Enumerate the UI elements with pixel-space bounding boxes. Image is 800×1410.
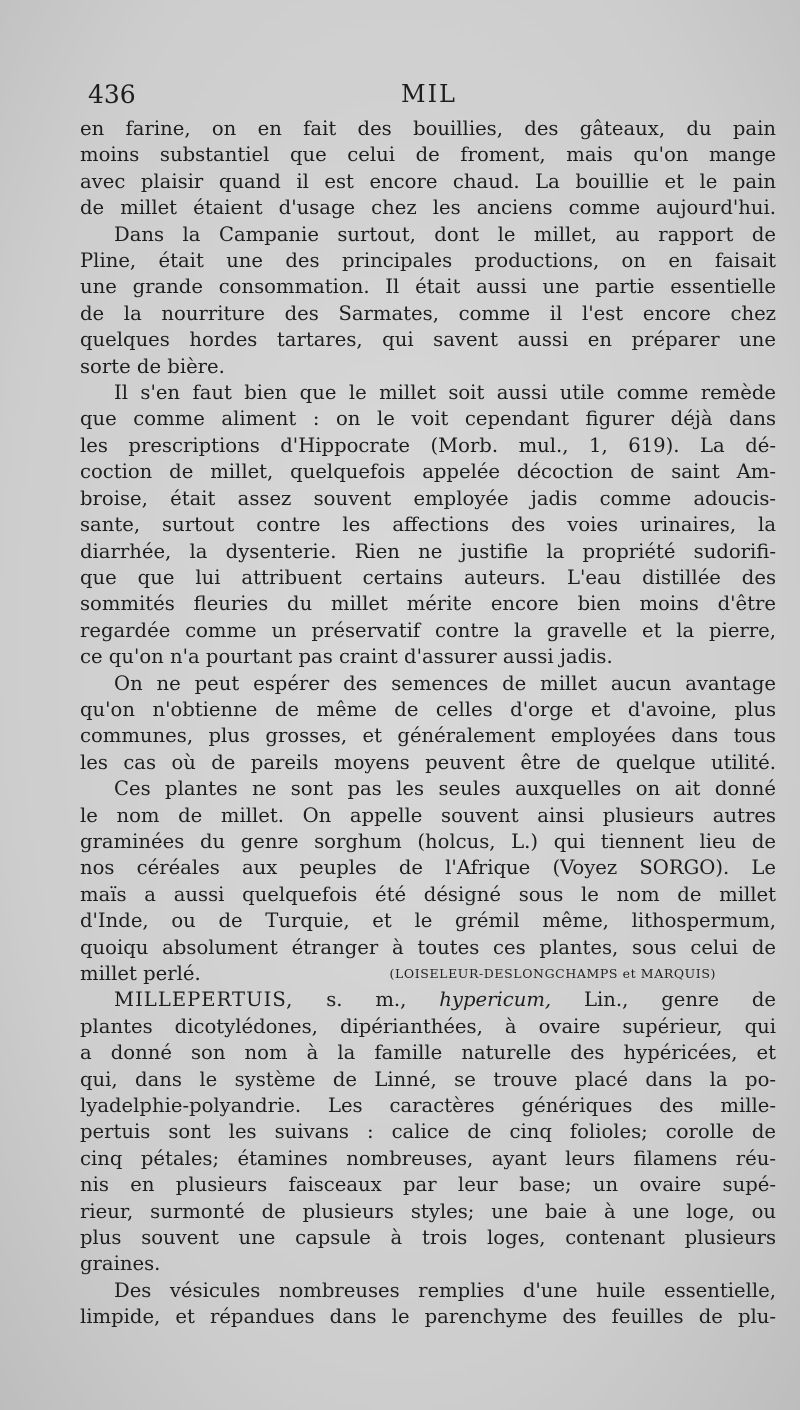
text-line: avec plaisir quand il est encore chaud. La bouillie et le pain <box>80 169 776 193</box>
signature-line <box>80 961 776 987</box>
page-number: 436 <box>88 80 136 109</box>
text-line: le nom de millet. On appelle souvent ainsi plusieurs autres <box>80 803 776 827</box>
text-line: une grande consommation. Il était aussi une partie essentielle <box>80 275 776 299</box>
text-line: nos céréales aux peuples de l'Afrique (Voyez SORGO). Le <box>80 856 776 880</box>
text-line: ce qu'on n'a pourtant pas craint d'assurer aussi jadis. <box>80 645 613 669</box>
text-line: sorte de bière. <box>80 354 225 378</box>
entry-grammar: s. m., <box>326 988 407 1012</box>
text-line: broise, était assez souvent employée jadis comme adoucis- <box>80 486 776 510</box>
text-line: graines. <box>80 1252 161 1276</box>
text-line: quoiqu absolument étranger à toutes ces plantes, sous celui de <box>80 935 776 959</box>
text-line: plantes dicotylédones, dipérianthées, à ovaire supérieur, qui <box>80 1014 776 1038</box>
entry-authority: Lin., genre de <box>584 988 776 1012</box>
text-line: quelques hordes tartares, qui savent aussi en préparer une <box>80 328 776 352</box>
text-line: que que lui attribuent certains auteurs. L'eau distillée des <box>80 565 776 589</box>
entry-headword: MILLEPERTUIS, <box>114 988 294 1012</box>
text-line: de la nourriture des Sarmates, comme il l'est encore chez <box>80 301 776 325</box>
text-line: On ne peut espérer des semences de millet aucun avantage <box>114 671 776 695</box>
text-line: millet perlé. <box>80 962 201 985</box>
text-line: graminées du genre sorghum (holcus, L.) qui tiennent lieu de <box>80 829 776 853</box>
text-line: lyadelphie-polyandrie. Les caractères génériques des mille- <box>80 1094 776 1118</box>
text-line: rieur, surmonté de plusieurs styles; une baie à une loge, ou <box>80 1199 776 1223</box>
text-line: nis en plusieurs faisceaux par leur base; un ovaire supé- <box>80 1173 776 1197</box>
text-line: Il s'en faut bien que le millet soit aussi utile comme remède <box>114 381 776 405</box>
text-line: Dans la Campanie surtout, dont le millet, au rapport de <box>114 222 776 246</box>
text-line: que comme aliment : on le voit cependant figurer déjà dans <box>80 407 776 431</box>
text-line: en farine, on en fait des bouillies, des gâteaux, du pain <box>80 117 776 140</box>
text-line: a donné son nom à la famille naturelle des hypéricées, et <box>80 1041 776 1065</box>
text-line: sante, surtout contre les affections des voies urinaires, la <box>80 513 776 537</box>
body-text <box>80 116 776 1331</box>
text-line: sommités fleuries du millet mérite encore bien moins d'être <box>80 592 776 616</box>
text-line: d'Inde, ou de Turquie, et le grémil même, lithospermum, <box>80 909 776 933</box>
text-line: diarrhée, la dysenterie. Rien ne justifie la propriété sudorifi- <box>80 539 776 563</box>
text-line: Des vésicules nombreuses remplies d'une huile essentielle, <box>114 1278 776 1302</box>
text-line: moins substantiel que celui de froment, mais qu'on mange <box>80 143 776 167</box>
text-line: communes, plus grosses, et généralement employées dans tous <box>80 724 776 748</box>
text-line: qu'on n'obtienne de même de celles d'orge et d'avoine, plus <box>80 697 776 721</box>
page-header <box>88 80 770 114</box>
entry-latin-name: hypericum, <box>439 988 552 1012</box>
text-line: les cas où de pareils moyens peuvent être de quelque utilité. <box>80 750 776 774</box>
text-line: qui, dans le système de Linné, se trouve placé dans la po- <box>80 1067 776 1091</box>
text-line: Ces plantes ne sont pas les seules auxquelles on ait donné <box>114 777 776 801</box>
text-line: de millet étaient d'usage chez les anciens comme aujourd'hui. <box>80 196 776 220</box>
text-line: cinq pétales; étamines nombreuses, ayant leurs filamens réu- <box>80 1146 776 1170</box>
text-line: limpide, et répandues dans le parenchyme des feuilles de plu- <box>80 1305 776 1329</box>
text-line: Pline, était une des principales productions, on en faisait <box>80 249 776 273</box>
text-line: regardée comme un préservatif contre la gravelle et la pierre, <box>80 618 776 642</box>
author-signature: (LOISELEUR-DESLONGCHAMPS et MARQUIS) <box>389 966 716 981</box>
text-line: plus souvent une capsule à trois loges, contenant plusieurs <box>80 1226 776 1250</box>
text-line: maïs a aussi quelquefois été désigné sous le nom de millet <box>80 882 776 906</box>
text-line: les prescriptions d'Hippocrate (Morb. mul., 1, 619). La dé- <box>80 433 776 457</box>
text-line: pertuis sont les suivans : calice de cinq folioles; corolle de <box>80 1120 776 1144</box>
running-head: MIL <box>401 80 457 108</box>
text-line: coction de millet, quelquefois appelée décoction de saint Am- <box>80 460 776 484</box>
entry-head-line <box>80 987 776 1013</box>
